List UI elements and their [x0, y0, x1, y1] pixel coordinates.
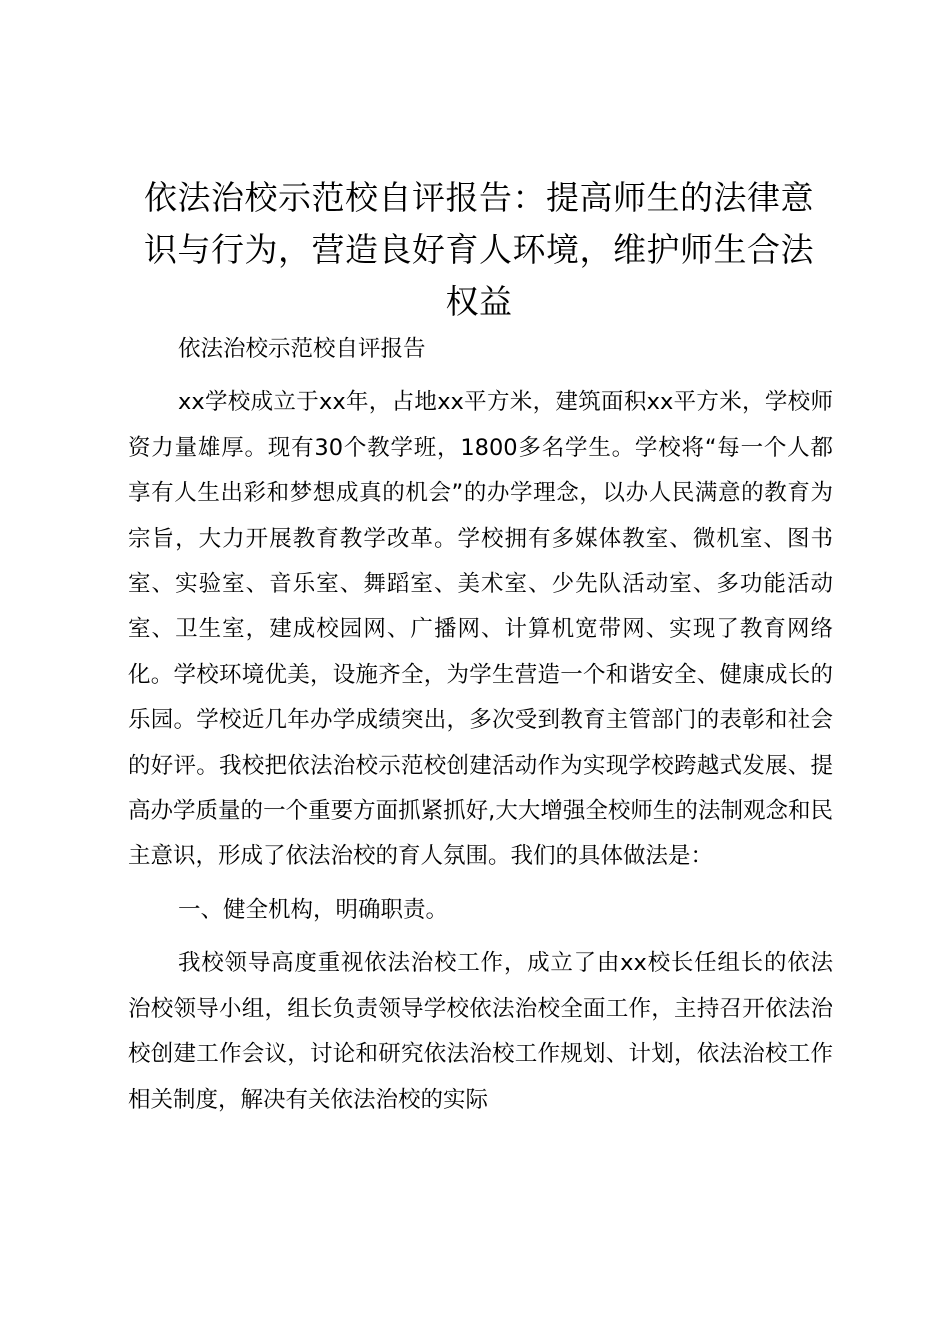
document-body — [128, 327, 833, 1123]
section-1-paragraph: 我校领导高度重视依法治校工作，成立了由xx校长任组长的依法治校领导小组，组长负责领导学校依法治校全面工作，主持召开依法治校创建工作会议，讨论和研究依法治校工作规划、计划，依法治校工作相关制度，解决有关依法治校的实际 — [128, 950, 833, 1113]
section-heading-1: 一、健全机构，明确职责。 — [178, 896, 449, 923]
report-subtitle: 依法治校示范校自评报告 — [178, 336, 426, 362]
intro-paragraph: xx学校成立于xx年，占地xx平方米，建筑面积xx平方米，学校师资力量雄厚。现有30个教学班，1800多名学生。学校将“每一个人都享有人生出彩和梦想成真的机会”的办学理念，以办人民满意的教育为宗旨，大力开展教育教学改革。学校拥有多媒体教室、微机室、图书室、实验室、音乐室、舞蹈室、美术室、少先队活动室、多功能活动室、卫生室，建成校园网、广播网、计算机宽带网、实现了教育网络化。学校环境优美，设施齐全，为学生营造一个和谐安全、健康成长的乐园。学校近几年办学成绩突出，多次受到教育主管部门的表彰和社会的好评。我校把依法治校示范校创建活动作为实现学校跨越式发展、提高办学质量的一个重要方面抓紧抓好,大大增强全校师生的法制观念和民主意识，形成了依法治校的育人氛围。我们的具体做法是： — [128, 389, 833, 870]
document-title: 依法治校示范校自评报告：提高师生的法律意识与行为，营造良好育人环境，维护师生合法权益 — [144, 178, 814, 321]
